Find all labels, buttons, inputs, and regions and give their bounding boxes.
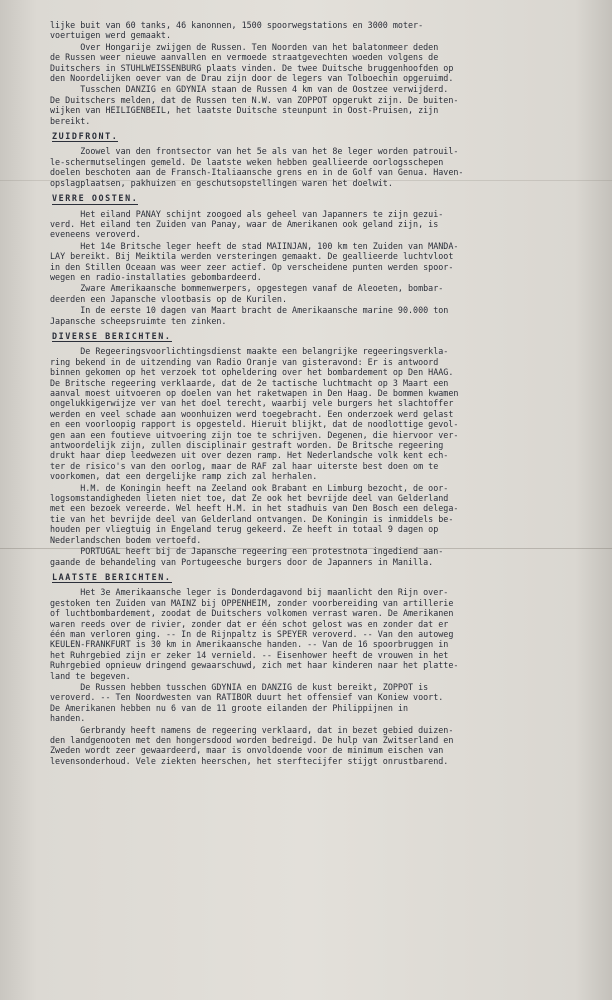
paragraph: [50, 146, 585, 188]
text-line: De Duitschers melden, dat de Russen ten N.W. van ZOPPOT opgerukt zijn. De buiten-: [50, 94, 459, 105]
section-heading: LAATSTE BERICHTEN.: [52, 571, 172, 582]
text-line: Het 3e Amerikaansche leger is Donderdagavond bij maanlicht den Rijn over-: [50, 587, 449, 598]
text-line: Tusschen DANZIG en GDYNIA staan de Russen 4 km van de Oostzee verwijderd.: [50, 84, 449, 95]
text-line: één man verloren ging. -- In de Rijnpaltz is SPEYER veroverd. -- Van den autoweg: [50, 628, 454, 639]
paragraph: [50, 587, 585, 681]
text-line: ter de risico's van den oorlog, maar de RAF zal haar uiterste best doen om te: [50, 460, 439, 471]
section-heading: VERRE OOSTEN.: [52, 193, 139, 204]
text-line: voorkomen, dat een dergelijke ramp zich zal herhalen.: [50, 471, 318, 482]
text-line: voertuigen werd gemaakt.: [50, 30, 172, 41]
text-line: gen aan een foutieve uitvoering zijn toe te schrijven. Degenen, die hiervoor ver-: [50, 429, 459, 440]
paragraph: [50, 346, 585, 481]
text-line: wijken van HEILIGENBEIL, het laatste Duitsche steunpunt in Oost-Pruisen, zijn: [50, 105, 439, 116]
text-line: lijke buit van 60 tanks, 46 kanonnen, 1500 spoorwegstations en 3000 moter-: [50, 20, 424, 30]
text-line: De Russen hebben tusschen GDYNIA en DANZIG de kust bereikt, ZOPPOT is: [50, 681, 429, 692]
text-line: Het eiland PANAY schijnt zoogoed als geheel van Japanners te zijn gezui-: [50, 208, 444, 219]
text-line: met een bezoek vereerde. Wel heeft H.M. in het stadhuis van Den Bosch een delega-: [50, 503, 459, 514]
section-heading: DIVERSE BERICHTEN.: [52, 330, 172, 341]
paragraph: [50, 682, 585, 724]
text-line: Zware Amerikaansche bommenwerpers, opgestegen vanaf de Aleoeten, bombar-: [50, 283, 444, 294]
document-body: [50, 20, 585, 767]
text-line: drukt haar diep leedwezen uit over dezen ramp. Het Nederlandsche volk kent ech-: [50, 450, 449, 461]
text-line: land te begeven.: [50, 670, 131, 681]
text-line: antwoordelijk zijn, zullen disciplinair gestraft worden. De Britsche regeering: [50, 440, 444, 451]
text-line: aanval moest uitvoeren op doelen van het raketwapen in Den Haag. De bommen kwamen: [50, 388, 459, 398]
text-line: ongelukkigerwijze ver van het doel terecht, waarbij vele burgers het slachtoffer: [50, 398, 454, 409]
text-line: doelen beschoten aan de Fransch-Italiaansche grens en in de Golf van Genua. Haven-: [50, 167, 464, 178]
paragraph: [50, 20, 585, 41]
text-line: Gerbrandy heeft namens de regeering verklaard, dat in bezet gebied duizen-: [50, 724, 454, 735]
paragraph: [50, 283, 585, 304]
text-line: In de eerste 10 dagen van Maart bracht de Amerikaansche marine 90.000 ton: [50, 305, 449, 316]
text-line: PORTUGAL heeft bij de Japansche regeering een protestnota ingediend aan-: [50, 546, 444, 557]
text-line: handen.: [50, 713, 86, 724]
text-line: of luchtbombardement, zoodat de Duitschers volkomen verrast waren. De Amerikanen: [50, 608, 454, 619]
paragraph: [50, 241, 585, 283]
text-line: tie van het bevrijde deel van Gelderland ontvangen. De Koningin is inmiddels be-: [50, 513, 454, 524]
text-line: houden per vliegtuig in Engeland terug gekeerd. Ze heeft in totaal 9 dagen op: [50, 524, 439, 535]
text-line: deerden een Japansche vlootbasis op de Kurilen.: [50, 293, 287, 304]
section-heading: ZUIDFRONT.: [52, 131, 119, 142]
paragraph: [50, 42, 585, 84]
text-line: den Noordelijken oever van de Drau zijn door de legers van Tolboechin opgeruimd.: [50, 73, 454, 84]
text-line: H.M. de Koningin heeft na Zeeland ook Brabant en Limburg bezocht, de oor-: [50, 482, 449, 493]
text-line: het Ruhrgebied zijn er zeker 14 vernield. -- Eisenhower heeft de vrouwen in het: [50, 649, 449, 660]
text-line: Duitschers in STUHLWEISSENBURG plaats vinden. De twee Duitsche bruggenhoofden op: [50, 62, 454, 73]
text-line: waren reeds over de rivier, zonder dat er één schot gelost was en zonder dat er: [50, 618, 449, 629]
text-line: veroverd. -- Ten Noordwesten van RATIBOR duurt het offensief van Koniew voort.: [50, 692, 444, 703]
paragraph: [50, 209, 585, 240]
text-line: ring bekend in de uitzending van Radio Oranje van gisteravond: Er is antwoord: [50, 356, 439, 367]
text-line: De Amerikanen hebben nu 6 van de 11 groote eilanden der Philippijnen in: [50, 702, 408, 713]
text-line: Nederlandschen bodem vertoefd.: [50, 534, 202, 545]
text-line: gaande de behandeling van Portugeesche burgers door de Japanners in Manilla.: [50, 556, 434, 567]
text-line: wegen en radio-installaties gebombardeerd.: [50, 271, 262, 282]
text-line: levensonderhoud. Vele ziekten heerschen, het sterftecijfer stijgt onrustbarend.: [50, 755, 449, 766]
text-line: de Russen weer nieuwe aanvallen en vermoede straatgevechten woeden volgens de: [50, 52, 439, 63]
paragraph: [50, 546, 585, 567]
text-line: Het 14e Britsche leger heeft de stad MAIINJAN, 100 km ten Zuiden van MANDA-: [50, 240, 459, 251]
text-line: De Britsche regeering verklaarde, dat de 2e tactische luchtmacht op 3 Maart een: [50, 377, 449, 388]
text-line: opslagplaatsen, pakhuizen en geschutsopstellingen waren het doelwit.: [50, 177, 393, 188]
text-line: Over Hongarije zwijgen de Russen. Ten Noorden van het balatonmeer deden: [50, 41, 439, 52]
text-line: Zoowel van den frontsector van het 5e als van het 8e leger worden patrouil-: [50, 146, 459, 157]
text-line: eveneens veroverd.: [50, 229, 141, 240]
text-line: KEULEN-FRANKFURT is 30 km in Amerikaansche handen. -- Van de 16 spoorbruggen in: [50, 639, 449, 650]
text-line: LAY bereikt. Bij Meiktila werden versteringen gemaakt. De geallieerde luchtvloot: [50, 251, 454, 262]
text-line: logsomstandigheden lieten niet toe, dat Ze ook het bevrijde deel van Gelderland: [50, 493, 449, 504]
text-line: in den Stillen Oceaan was weer zeer actief. Op verscheidene punten werden spoor-: [50, 261, 454, 272]
text-line: gestoken ten Zuiden van MAINZ bij OPPENHEIM, zonder voorbereiding van artillerie: [50, 597, 454, 608]
paragraph: [50, 305, 585, 326]
text-line: verd. Het eiland ten Zuiden van Panay, waar de Amerikanen ook geland zijn, is: [50, 218, 439, 229]
text-line: Japansche scheepsruimte ten zinken.: [50, 315, 227, 326]
text-line: De Regeeringsvoorlichtingsdienst maakte een belangrijke regeeringsverkla-: [50, 346, 449, 357]
text-line: le-schermutselingen gemeld. De laatste weken hebben geallieerde oorlogsschepen: [50, 156, 444, 167]
text-line: werden en veel schade aan woonhuizen werd toegebracht. Een onderzoek werd gelast: [50, 408, 454, 419]
text-line: binnen gekomen op het verzoek tot opheldering over het bombardement op Den HAAG.: [50, 367, 454, 378]
text-line: en een voorloopig rapport is opgesteld. Hieruit blijkt, dat de noodlottige gevol-: [50, 419, 459, 430]
text-line: Ruhrgebied opnieuw dringend gewaarschuwd, zich met haar kinderen naar het platte-: [50, 660, 459, 671]
paragraph: [50, 84, 585, 126]
paragraph: [50, 725, 585, 767]
text-line: bereikt.: [50, 115, 91, 126]
text-line: den landgenooten met den hongersdood worden bedreigd. De hulp van Zwitserland en: [50, 735, 454, 745]
paragraph: [50, 483, 585, 545]
text-line: Zweden wordt zeer gewaardeerd, maar is onvoldoende voor de minimum eischen van: [50, 745, 444, 756]
